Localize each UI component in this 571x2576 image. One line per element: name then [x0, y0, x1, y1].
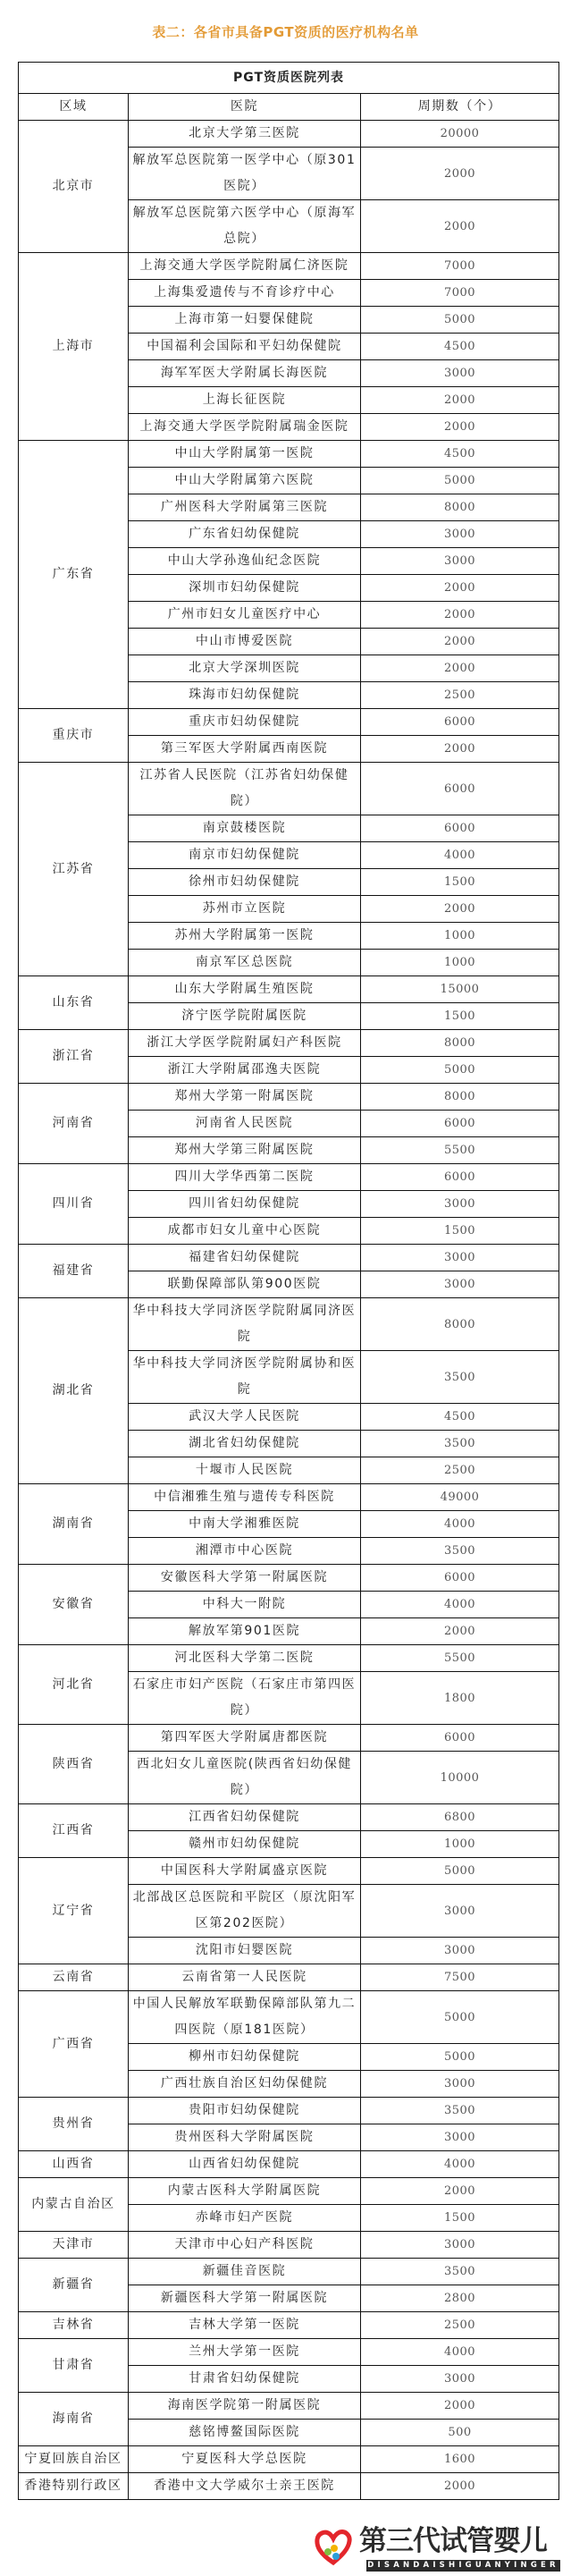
hospital-cell: 浙江大学医学院附属妇产科医院 [129, 1030, 361, 1057]
hospital-cell: 云南省第一人民医院 [129, 1964, 361, 1991]
cycles-cell: 6000 [361, 763, 559, 815]
hospital-cell: 上海交通大学医学院附属仁济医院 [129, 253, 361, 280]
table-row [19, 1804, 559, 1831]
hospital-cell: 福建省妇幼保健院 [129, 1245, 361, 1271]
cycles-cell: 5000 [361, 1991, 559, 2044]
hospital-cell: 中山大学孙逸仙纪念医院 [129, 548, 361, 575]
hospital-cell: 海南医学院第一附属医院 [129, 2393, 361, 2420]
cycles-cell: 6000 [361, 1725, 559, 1752]
hospital-cell: 北京大学深圳医院 [129, 655, 361, 682]
region-cell: 上海市 [19, 253, 129, 441]
logo-text: 第三代试管婴儿 [359, 2525, 547, 2557]
table-row [19, 2151, 559, 2178]
hospital-cell: 甘肃省妇幼保健院 [129, 2366, 361, 2393]
cycles-cell: 1600 [361, 2446, 559, 2473]
table-row [19, 2312, 559, 2339]
cycles-cell: 8000 [361, 1084, 559, 1111]
cycles-cell: 1500 [361, 869, 559, 896]
hospital-cell: 山东大学附属生殖医院 [129, 976, 361, 1003]
cycles-cell: 2000 [361, 1618, 559, 1645]
hospital-cell: 山西省妇幼保健院 [129, 2151, 361, 2178]
cycles-cell: 6000 [361, 1111, 559, 1137]
region-cell: 新疆省 [19, 2259, 129, 2312]
region-cell: 陕西省 [19, 1725, 129, 1804]
cycles-cell: 2500 [361, 2312, 559, 2339]
cycles-cell: 3500 [361, 1351, 559, 1404]
hospital-cell: 解放军总医院第一医学中心（原301医院） [129, 148, 361, 200]
hospital-cell: 内蒙古医科大学附属医院 [129, 2178, 361, 2205]
cycles-cell: 49000 [361, 1484, 559, 1511]
cycles-cell: 4000 [361, 2151, 559, 2178]
table-row [19, 2339, 559, 2366]
hospital-cell: 中山市博爱医院 [129, 629, 361, 655]
hospital-cell: 南京市妇幼保健院 [129, 842, 361, 869]
hospital-cell: 广东省妇幼保健院 [129, 521, 361, 548]
region-cell: 甘肃省 [19, 2339, 129, 2393]
table-row [19, 2473, 559, 2500]
region-cell: 山西省 [19, 2151, 129, 2178]
cycles-cell: 7000 [361, 280, 559, 307]
table-row [19, 121, 559, 148]
cycles-cell: 8000 [361, 1298, 559, 1351]
region-cell: 安徽省 [19, 1565, 129, 1645]
table-row [19, 709, 559, 736]
hospital-cell: 华中科技大学同济医学院附属同济医院 [129, 1298, 361, 1351]
document-title: 表二：各省市具备PGT资质的医疗机构名单 [152, 24, 419, 40]
cycles-cell: 10000 [361, 1752, 559, 1804]
hospital-cell: 四川省妇幼保健院 [129, 1191, 361, 1218]
hospital-cell: 珠海市妇幼保健院 [129, 682, 361, 709]
hospital-cell: 海军军医大学附属长海医院 [129, 360, 361, 387]
pgt-hospital-table [18, 62, 559, 2500]
hospital-cell: 新疆医科大学第一附属医院 [129, 2285, 361, 2312]
cycles-cell: 5000 [361, 468, 559, 494]
table-row [19, 1565, 559, 1592]
cycles-cell: 2500 [361, 1457, 559, 1484]
hospital-cell: 济宁医学院附属医院 [129, 1003, 361, 1030]
hospital-cell: 石家庄市妇产医院（石家庄市第四医院） [129, 1672, 361, 1725]
cycles-cell: 1000 [361, 950, 559, 976]
hospital-cell: 中山大学附属第六医院 [129, 468, 361, 494]
cycles-cell: 6800 [361, 1804, 559, 1831]
cycles-cell: 4000 [361, 842, 559, 869]
table-row [19, 2393, 559, 2420]
region-cell: 吉林省 [19, 2312, 129, 2339]
table-row [19, 253, 559, 280]
cycles-cell: 15000 [361, 976, 559, 1003]
table-row [19, 2178, 559, 2205]
hospital-cell: 天津市中心妇产科医院 [129, 2232, 361, 2259]
cycles-cell: 2000 [361, 655, 559, 682]
cycles-cell: 4000 [361, 1511, 559, 1538]
hospital-cell: 北部战区总医院和平院区（原沈阳军区第202医院） [129, 1885, 361, 1938]
hospital-cell: 中南大学湘雅医院 [129, 1511, 361, 1538]
region-cell: 天津市 [19, 2232, 129, 2259]
table-row [19, 441, 559, 468]
cycles-cell: 3000 [361, 1938, 559, 1964]
hospital-cell: 南京军区总医院 [129, 950, 361, 976]
hospital-cell: 浙江大学附属邵逸夫医院 [129, 1057, 361, 1084]
cycles-cell: 4500 [361, 1404, 559, 1431]
table-row [19, 1991, 559, 2044]
cycles-cell: 5000 [361, 307, 559, 334]
cycles-cell: 3000 [361, 2366, 559, 2393]
hospital-cell: 吉林大学第一医院 [129, 2312, 361, 2339]
hospital-cell: 中国福利会国际和平妇幼保健院 [129, 334, 361, 360]
region-cell: 湖北省 [19, 1298, 129, 1484]
cycles-cell: 3000 [361, 521, 559, 548]
header-hospital: 医院 [129, 94, 361, 121]
hospital-cell: 华中科技大学同济医学院附属协和医院 [129, 1351, 361, 1404]
hospital-cell: 宁夏医科大学总医院 [129, 2446, 361, 2473]
cycles-cell: 3000 [361, 2124, 559, 2151]
cycles-cell: 4000 [361, 1592, 559, 1618]
hospital-cell: 贵州医科大学附属医院 [129, 2124, 361, 2151]
hospital-cell: 中国人民解放军联勤保障部队第九二四医院（原181医院） [129, 1991, 361, 2044]
hospital-cell: 中山大学附属第一医院 [129, 441, 361, 468]
hospital-cell: 广州医科大学附属第三医院 [129, 494, 361, 521]
hospital-cell: 赣州市妇幼保健院 [129, 1831, 361, 1858]
cycles-cell: 6000 [361, 709, 559, 736]
hospital-cell: 江苏省人民医院（江苏省妇幼保健院） [129, 763, 361, 815]
hospital-cell: 北京大学第三医院 [129, 121, 361, 148]
table-row [19, 1858, 559, 1885]
cycles-cell: 2000 [361, 602, 559, 629]
cycles-cell: 2000 [361, 896, 559, 923]
hospital-cell: 郑州大学第三附属医院 [129, 1137, 361, 1164]
cycles-cell: 3500 [361, 1538, 559, 1565]
region-cell: 山东省 [19, 976, 129, 1030]
cycles-cell: 3000 [361, 2071, 559, 2098]
region-cell: 福建省 [19, 1245, 129, 1298]
cycles-cell: 2800 [361, 2285, 559, 2312]
cycles-cell: 3500 [361, 1431, 559, 1457]
cycles-cell: 5000 [361, 2044, 559, 2071]
cycles-cell: 20000 [361, 121, 559, 148]
cycles-cell: 2000 [361, 2178, 559, 2205]
cycles-cell: 8000 [361, 1030, 559, 1057]
hospital-cell: 河南省人民医院 [129, 1111, 361, 1137]
table-row [19, 2446, 559, 2473]
hospital-cell: 新疆佳音医院 [129, 2259, 361, 2285]
cycles-cell: 2500 [361, 682, 559, 709]
region-cell: 香港特别行政区 [19, 2473, 129, 2500]
cycles-cell: 5000 [361, 1858, 559, 1885]
hospital-cell: 十堰市人民医院 [129, 1457, 361, 1484]
hospital-cell: 四川大学华西第二医院 [129, 1164, 361, 1191]
table-row [19, 763, 559, 815]
hospital-cell: 武汉大学人民医院 [129, 1404, 361, 1431]
cycles-cell: 2000 [361, 2473, 559, 2500]
table-header-row [19, 94, 559, 121]
hospital-cell: 解放军第901医院 [129, 1618, 361, 1645]
hospital-cell: 联勤保障部队第900医院 [129, 1271, 361, 1298]
hospital-cell: 郑州大学第一附属医院 [129, 1084, 361, 1111]
region-cell: 海南省 [19, 2393, 129, 2446]
cycles-cell: 6000 [361, 1164, 559, 1191]
cycles-cell: 2000 [361, 736, 559, 763]
cycles-cell: 2000 [361, 629, 559, 655]
cycles-cell: 4000 [361, 2339, 559, 2366]
hospital-cell: 南京鼓楼医院 [129, 815, 361, 842]
table-row [19, 1298, 559, 1351]
region-cell: 河北省 [19, 1645, 129, 1725]
table-row [19, 1084, 559, 1111]
table-row [19, 2098, 559, 2124]
table-row [19, 1645, 559, 1672]
hospital-cell: 沈阳市妇婴医院 [129, 1938, 361, 1964]
hospital-cell: 兰州大学第一医院 [129, 2339, 361, 2366]
table-row [19, 1164, 559, 1191]
hospital-cell: 香港中文大学威尔士亲王医院 [129, 2473, 361, 2500]
header-region: 区域 [19, 94, 129, 121]
cycles-cell: 2000 [361, 200, 559, 253]
hospital-cell: 上海交通大学医学院附属瑞金医院 [129, 414, 361, 441]
region-cell: 宁夏回族自治区 [19, 2446, 129, 2473]
table-row [19, 1030, 559, 1057]
region-cell: 北京市 [19, 121, 129, 253]
hospital-cell: 湖北省妇幼保健院 [129, 1431, 361, 1457]
cycles-cell: 1500 [361, 1003, 559, 1030]
hospital-cell: 深圳市妇幼保健院 [129, 575, 361, 602]
cycles-cell: 3000 [361, 1245, 559, 1271]
cycles-cell: 3000 [361, 548, 559, 575]
hospital-cell: 河北医科大学第二医院 [129, 1645, 361, 1672]
table-row [19, 1484, 559, 1511]
cycles-cell: 500 [361, 2420, 559, 2446]
hospital-cell: 徐州市妇幼保健院 [129, 869, 361, 896]
watermark-logo [315, 2525, 560, 2573]
cycles-cell: 2000 [361, 387, 559, 414]
table-row [19, 976, 559, 1003]
hospital-cell: 湘潭市中心医院 [129, 1538, 361, 1565]
hospital-cell: 上海市第一妇婴保健院 [129, 307, 361, 334]
logo-subtext: DISANDAISHIGUANYINGER [367, 2561, 559, 2570]
hospital-cell: 第四军医大学附属唐都医院 [129, 1725, 361, 1752]
table-caption: PGT资质医院列表 [19, 63, 559, 94]
hospital-cell: 中科大一附院 [129, 1592, 361, 1618]
cycles-cell: 6000 [361, 1565, 559, 1592]
hospital-cell: 第三军医大学附属西南医院 [129, 736, 361, 763]
region-cell: 广东省 [19, 441, 129, 709]
region-cell: 重庆市 [19, 709, 129, 763]
cycles-cell: 3500 [361, 2259, 559, 2285]
table-row [19, 2259, 559, 2285]
region-cell: 广西省 [19, 1991, 129, 2098]
cycles-cell: 2000 [361, 148, 559, 200]
cycles-cell: 4500 [361, 441, 559, 468]
cycles-cell: 1500 [361, 1218, 559, 1245]
cycles-cell: 3000 [361, 1885, 559, 1938]
region-cell: 江西省 [19, 1804, 129, 1858]
hospital-cell: 安徽医科大学第一附属医院 [129, 1565, 361, 1592]
region-cell: 河南省 [19, 1084, 129, 1164]
hospital-cell: 上海长征医院 [129, 387, 361, 414]
region-cell: 贵州省 [19, 2098, 129, 2151]
hospital-cell: 江西省妇幼保健院 [129, 1804, 361, 1831]
region-cell: 内蒙古自治区 [19, 2178, 129, 2232]
cycles-cell: 3000 [361, 360, 559, 387]
cycles-cell: 3000 [361, 1191, 559, 1218]
hospital-cell: 成都市妇女儿童中心医院 [129, 1218, 361, 1245]
hospital-cell: 中国医科大学附属盛京医院 [129, 1858, 361, 1885]
hospital-cell: 赤峰市妇产医院 [129, 2205, 361, 2232]
hospital-cell: 柳州市妇幼保健院 [129, 2044, 361, 2071]
cycles-cell: 7500 [361, 1964, 559, 1991]
region-cell: 浙江省 [19, 1030, 129, 1084]
region-cell: 湖南省 [19, 1484, 129, 1565]
header-cycles: 周期数（个） [361, 94, 559, 121]
cycles-cell: 3500 [361, 2098, 559, 2124]
cycles-cell: 5500 [361, 1137, 559, 1164]
cycles-cell: 6000 [361, 815, 559, 842]
cycles-cell: 3000 [361, 1271, 559, 1298]
cycles-cell: 8000 [361, 494, 559, 521]
hospital-cell: 中信湘雅生殖与遗传专科医院 [129, 1484, 361, 1511]
heart-logo-icon [315, 2529, 352, 2566]
cycles-cell: 3000 [361, 2232, 559, 2259]
cycles-cell: 2000 [361, 575, 559, 602]
hospital-cell: 上海集爱遗传与不育诊疗中心 [129, 280, 361, 307]
region-cell: 四川省 [19, 1164, 129, 1245]
cycles-cell: 4500 [361, 334, 559, 360]
cycles-cell: 1800 [361, 1672, 559, 1725]
hospital-cell: 西北妇女儿童医院(陕西省妇幼保健院） [129, 1752, 361, 1804]
table-row [19, 2232, 559, 2259]
cycles-cell: 2000 [361, 414, 559, 441]
region-cell: 江苏省 [19, 763, 129, 976]
hospital-cell: 苏州大学附属第一医院 [129, 923, 361, 950]
hospital-cell: 广西壮族自治区妇幼保健院 [129, 2071, 361, 2098]
table-row [19, 1245, 559, 1271]
cycles-cell: 1500 [361, 2205, 559, 2232]
hospital-cell: 解放军总医院第六医学中心（原海军总院） [129, 200, 361, 253]
cycles-cell: 1000 [361, 923, 559, 950]
table-row [19, 1725, 559, 1752]
hospital-cell: 广州市妇女儿童医疗中心 [129, 602, 361, 629]
hospital-cell: 苏州市立医院 [129, 896, 361, 923]
region-cell: 辽宁省 [19, 1858, 129, 1964]
hospital-cell: 重庆市妇幼保健院 [129, 709, 361, 736]
cycles-cell: 7000 [361, 253, 559, 280]
table-row [19, 1964, 559, 1991]
cycles-cell: 1000 [361, 1831, 559, 1858]
hospital-cell: 贵阳市妇幼保健院 [129, 2098, 361, 2124]
cycles-cell: 5000 [361, 1057, 559, 1084]
cycles-cell: 5500 [361, 1645, 559, 1672]
hospital-cell: 慈铭博鳌国际医院 [129, 2420, 361, 2446]
cycles-cell: 2000 [361, 2393, 559, 2420]
region-cell: 云南省 [19, 1964, 129, 1991]
table-caption-row [19, 63, 559, 94]
